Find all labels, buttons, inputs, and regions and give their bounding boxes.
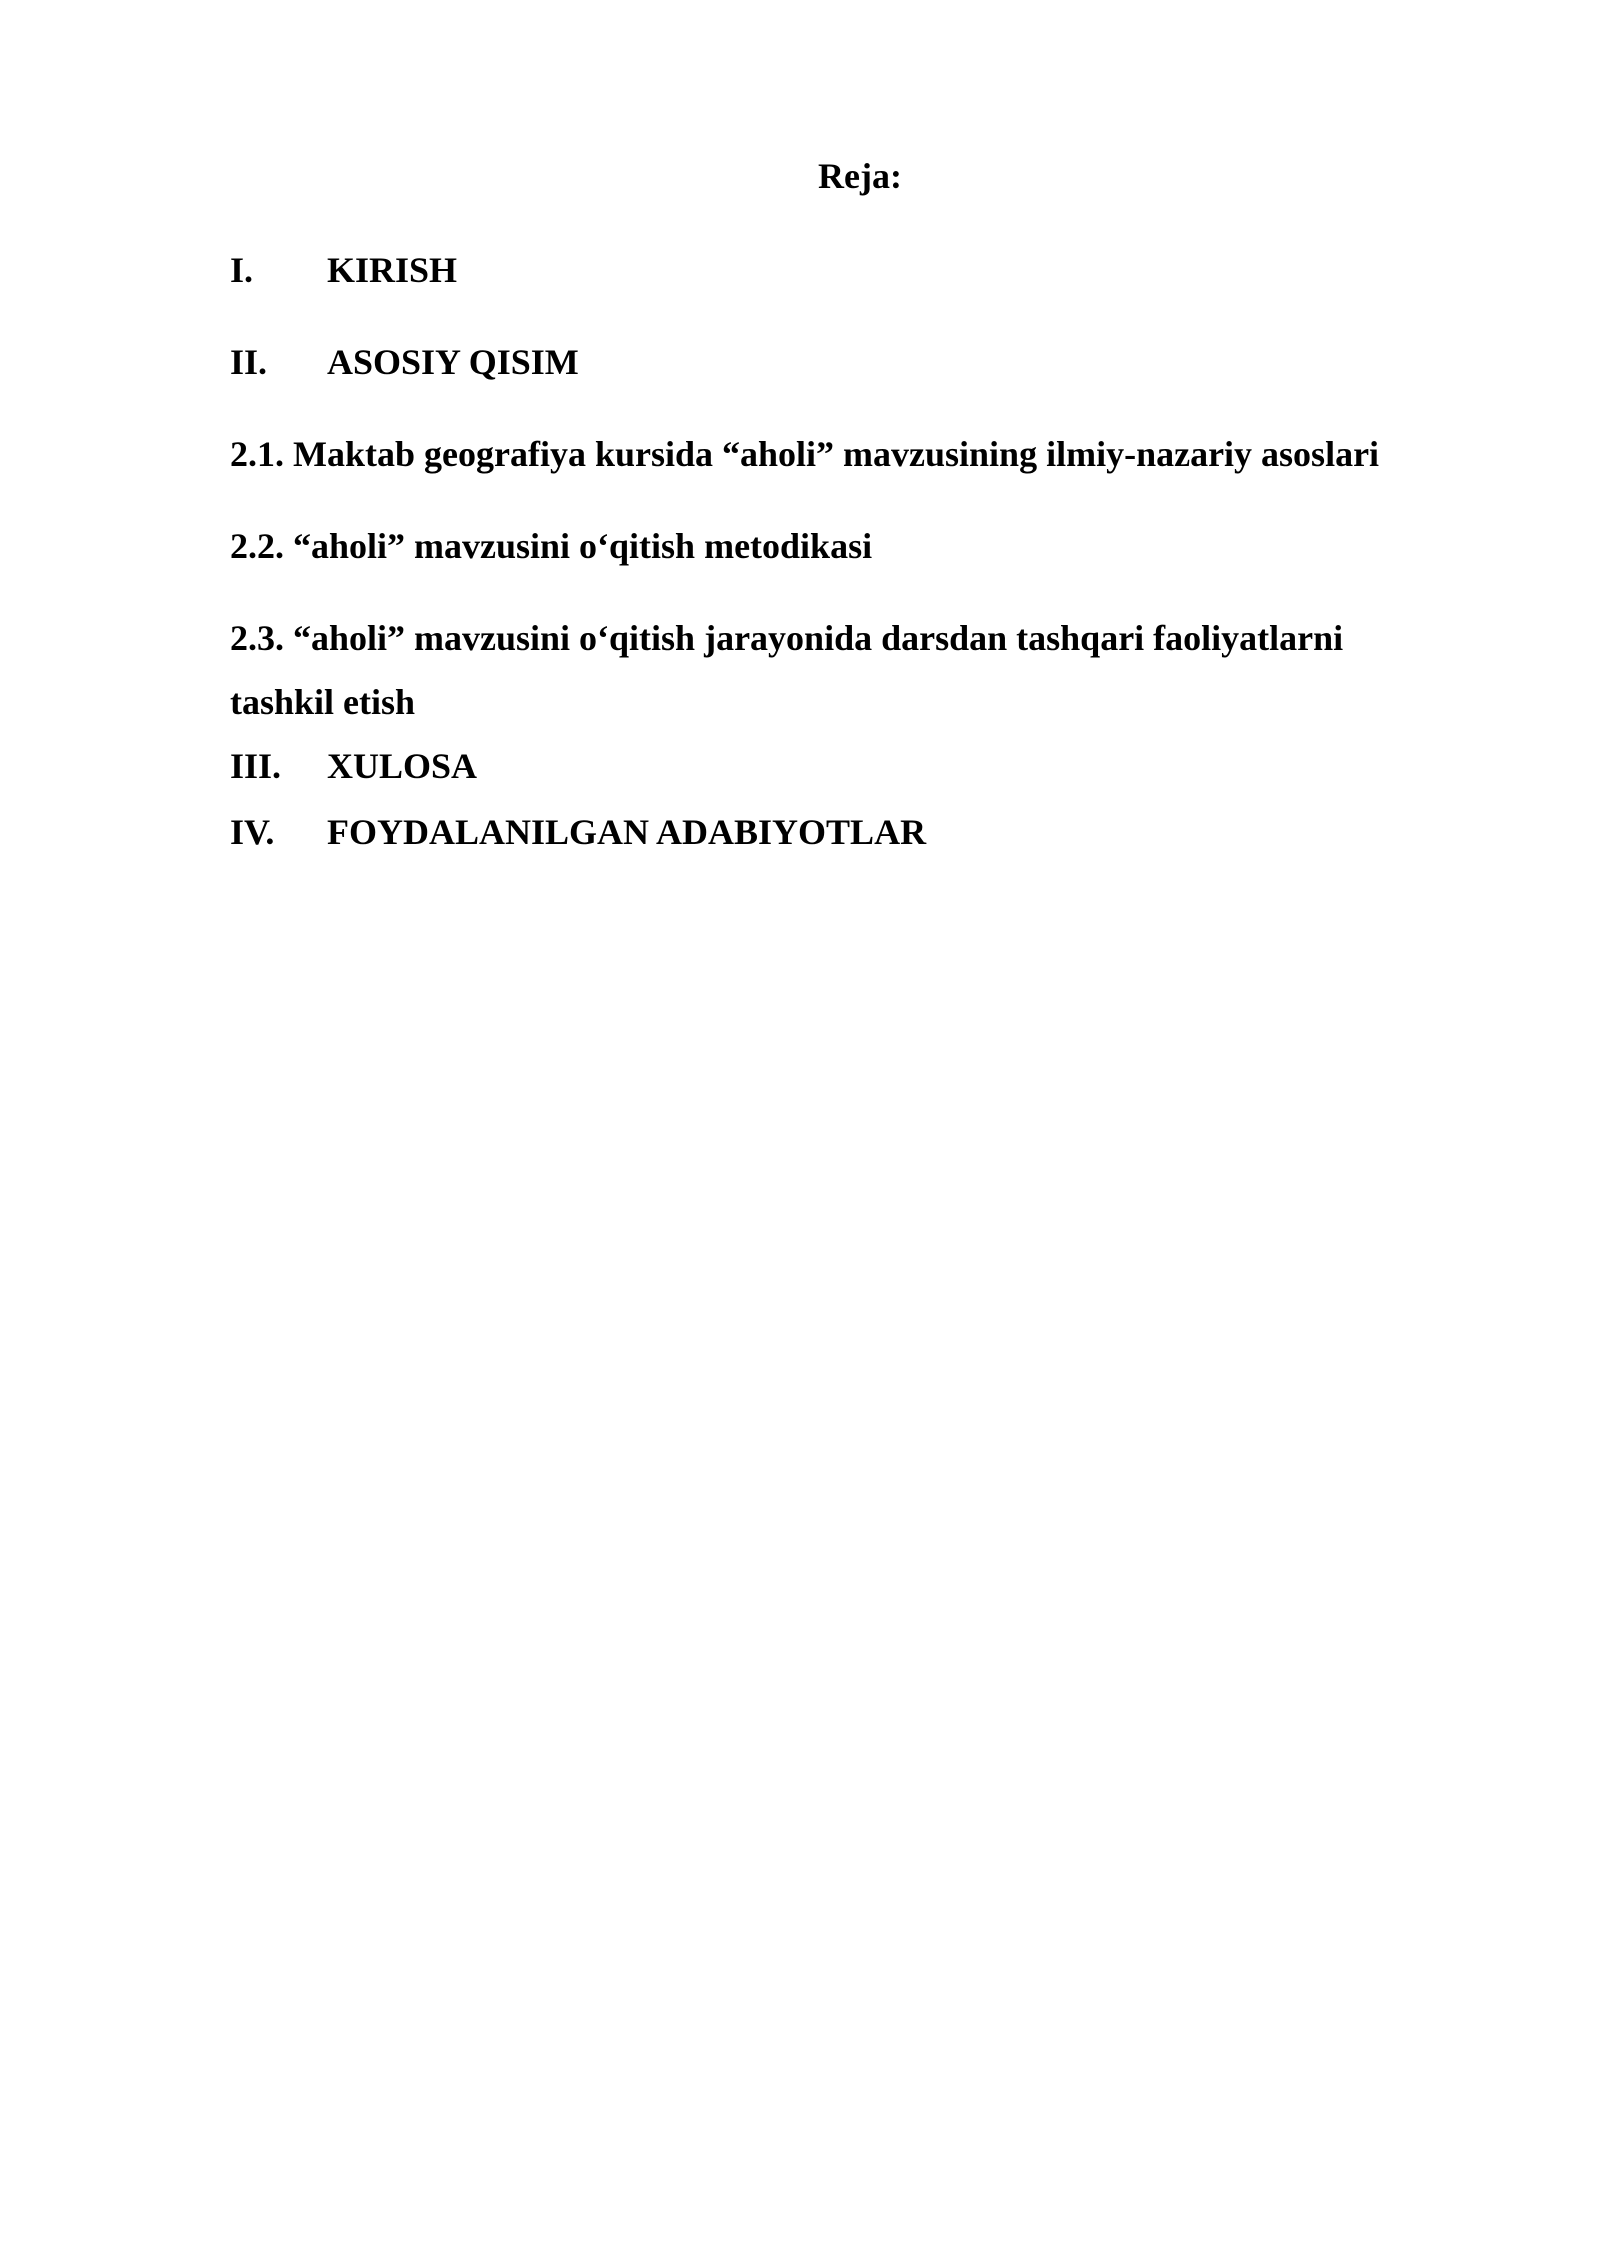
plan-item-number: IV. xyxy=(230,812,275,852)
plan-item-2 xyxy=(230,338,579,386)
plan-item-3 xyxy=(230,742,477,790)
plan-item-number: I. xyxy=(230,250,254,290)
plan-item-text: KIRISH xyxy=(327,250,458,290)
plan-item-text: ASOSIY QISIM xyxy=(327,342,579,382)
plan-subitem-2-1 xyxy=(230,430,1379,478)
plan-item-text: FOYDALANILGAN ADABIYOTLAR xyxy=(327,812,927,852)
plan-item-number: III. xyxy=(230,746,282,786)
plan-item-4 xyxy=(230,808,926,856)
plan-item-text: 2.3. “aholi” mavzusini o‘qitish jarayonida darsdan tashqari faoliyatlarni tashkil etish xyxy=(230,618,1344,722)
plan-subitem-2-3 xyxy=(230,606,1440,734)
plan-item-number: II. xyxy=(230,342,268,382)
plan-item-text: 2.2. “aholi” mavzusini o‘qitish metodikasi xyxy=(230,526,873,566)
plan-item-text: XULOSA xyxy=(327,746,478,786)
page-title: Reja: xyxy=(818,156,902,196)
plan-item-1 xyxy=(230,246,457,294)
plan-item-text: 2.1. Maktab geografiya kursida “aholi” mavzusining ilmiy-nazariy asoslari xyxy=(230,434,1380,474)
plan-subitem-2-2 xyxy=(230,522,872,570)
